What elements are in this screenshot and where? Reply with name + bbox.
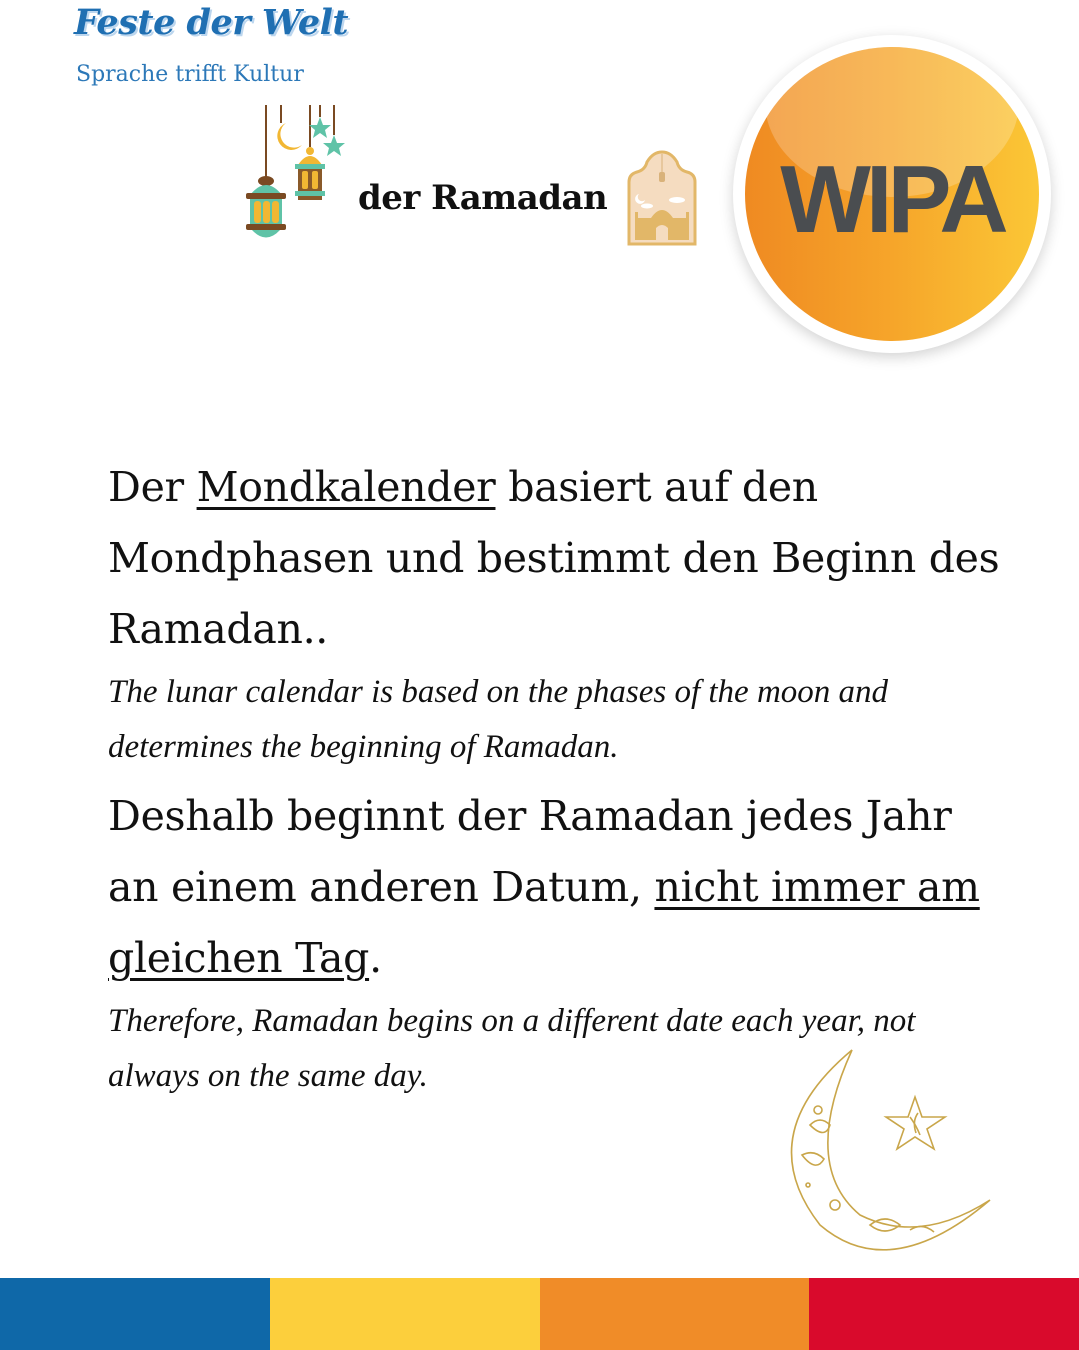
paragraph-english-1: The lunar calendar is based on the phases of the moon and determines the beginning of Ramadan. (108, 674, 889, 765)
stripe-blue (0, 1278, 270, 1350)
page-heading: der Ramadan (358, 178, 608, 218)
crescent-star-icon (780, 1045, 1000, 1260)
stripe-red (809, 1278, 1079, 1350)
paragraph-german-1: Der Mondkalender basiert auf den Mondphasen und bestimmt den Beginn des Ramadan.. (108, 463, 1000, 653)
underlined-term-mondkalender: Mondkalender (196, 463, 496, 511)
hanging-lanterns-icon (238, 105, 350, 240)
paragraph-english-2: Therefore, Ramadan begins on a different date each year, not always on the same day. (108, 1003, 916, 1094)
content-body (108, 452, 1008, 1110)
stripe-orange (540, 1278, 810, 1350)
brand-subtitle: Sprache trifft Kultur (76, 62, 304, 87)
color-stripe-footer (0, 1278, 1079, 1350)
stripe-yellow (270, 1278, 540, 1350)
wipa-logo (733, 35, 1051, 353)
underlined-phrase-nicht-immer: nicht immer am gleichen Tag (108, 863, 980, 982)
brand-title: Feste der Welt (74, 2, 349, 43)
mosque-window-icon (625, 150, 699, 246)
logo-text: WIPA (780, 146, 1004, 253)
paragraph-german-2: Deshalb beginnt der Ramadan jedes Jahr an einem anderen Datum, nicht immer am gleichen Tag. (108, 792, 980, 982)
